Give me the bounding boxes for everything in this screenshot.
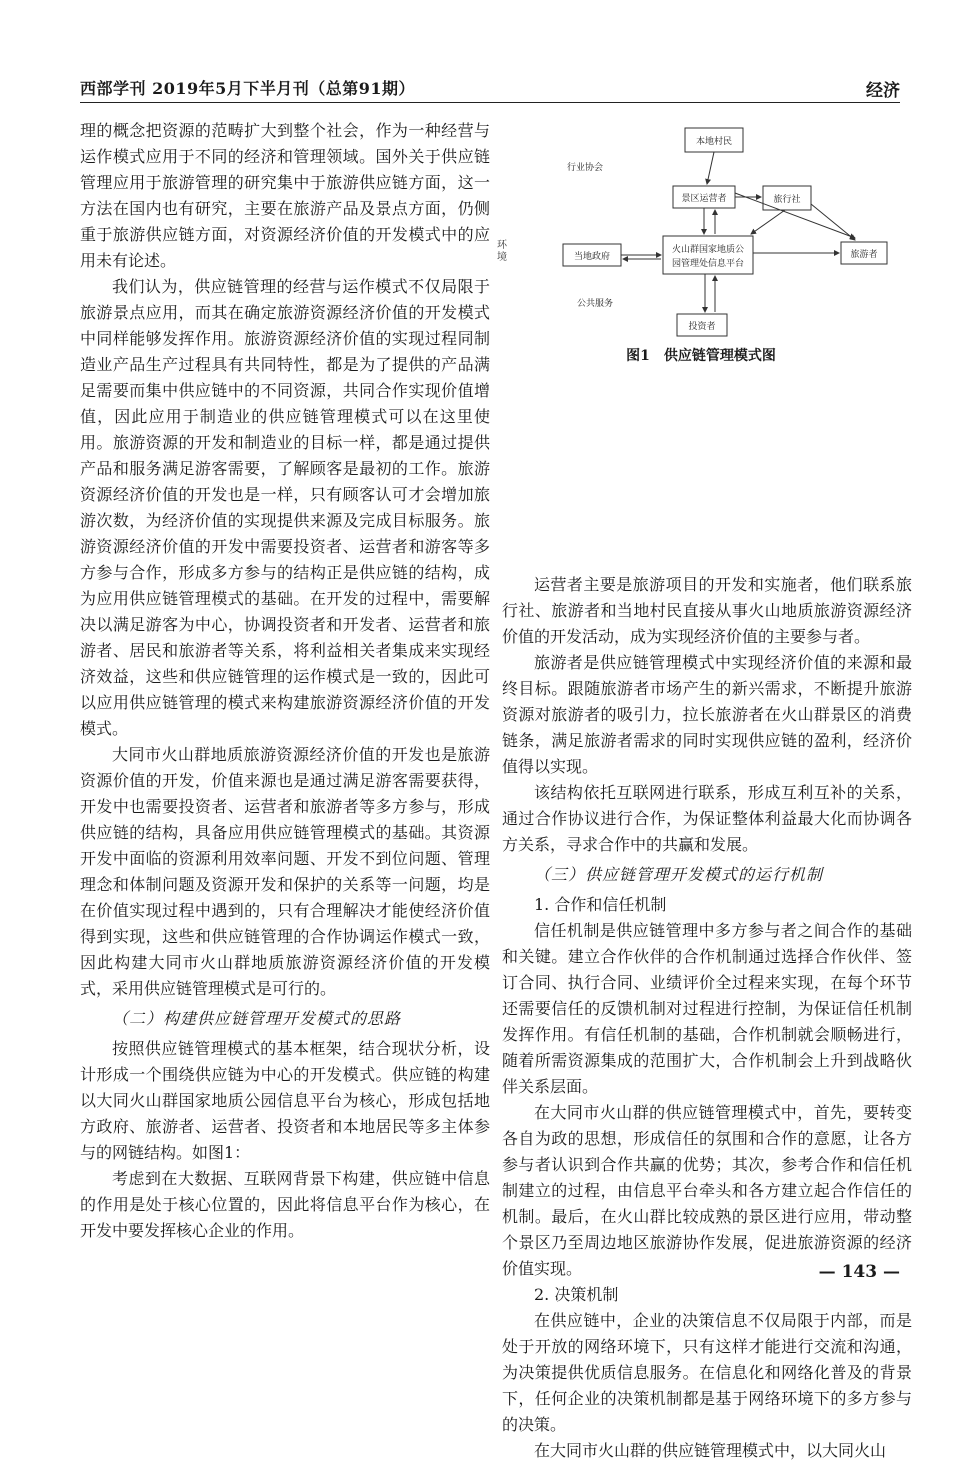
page-header [80,74,900,102]
subsection-heading: （三）供应链管理开发模式的运行机制 [534,865,824,884]
paragraph: 该结构依托互联网进行联系，形成互利互补的关系，通过合作协议进行合作，为保证整体利益最大化而协调各方关系，寻求合作中的共赢和发展。 [502,783,912,854]
right-column [502,572,912,1464]
paragraph: 在大同市火山群的供应链管理模式中，以大同火山 [534,1441,887,1460]
industry-association-label: 行业协会 [566,163,604,173]
section-heading: 1. 合作和信任机制 [534,895,667,914]
paragraph: 运营者主要是旅游项目的开发和实施者，他们联系旅行社、旅游者和当地村民直接从事火山地质旅游资源经济价值的开发活动，成为实现经济价值的主要参与者。 [502,575,912,646]
government-label: 当地政府 [573,252,611,262]
subsection-heading: （二）构建供应链管理开发模式的思路 [112,1009,402,1028]
platform-label-2: 园管理处信息平台 [671,259,745,269]
operator-label: 景区运营者 [681,194,727,204]
paragraph: 大同市火山群地质旅游资源经济价值的开发也是旅游资源价值的开发，价值来源也是通过满足游客需要获得，开发中也需要投资者、运营者和旅游者等多方参与，形成供应链的结构，具备应用供应链管理模式的基础。其资源开发中面临的资源利用效率问题、开发不到位问题、管理理念和体制问题及资源开发和保护的关系等一问题，均是在价值实现过程中遇到的，只有合理解决才能使经济价值得到实现，这些和供应链管理的合作协调运作模式一致，因此构建大同市火山群地质旅游资源经济价值的开发模式，采用供应链管理模式是可行的。 [80,745,490,998]
tourist-label: 旅游者 [850,250,878,260]
paragraph: 理的概念把资源的范畴扩大到整个社会，作为一种经营与运作模式应用于不同的经济和管理领域。国外关于供应链管理应用于旅游管理的研究集中于旅游供应链方面，这一方法在国内也有研究，主要在旅游产品及景点方面，仍侧重于旅游供应链方面，对资源经济价值的开发模式中的应用未有论述。 [80,121,490,270]
paragraph: 旅游者是供应链管理模式中实现经济价值的来源和最终目标。跟随旅游者市场产生的新兴需求，不断提升旅游资源对旅游者的吸引力，拉长旅游者在火山群景区的消费链条，满足旅游者需求的同时实现供应链的盈利，经济价值得以实现。 [502,653,912,776]
header-rule [80,102,900,103]
paragraph: 在大同市火山群的供应链管理模式中，首先，要转变各自为政的思想，形成信任的氛围和合作的意愿，让各方参与者认识到合作共赢的优势；其次，参考合作和信任机制建立的过程，由信息平台牵头和各方建立起合作信任的机制。最后，在火山群比较成熟的景区进行应用，带动整个景区乃至周边地区旅游协作发展，促进旅游资源的经济价值实现。 [502,1103,912,1278]
paragraph: 考虑到在大数据、互联网背景下构建，供应链中信息的作用是处于核心位置的，因此将信息平台作为核心，在开发中要发挥核心企业的作用。 [80,1169,490,1240]
villagers-label: 本地村民 [695,137,733,147]
left-column [80,118,490,1244]
figure-caption: 图1 供应链管理模式图 [626,348,776,364]
environment-label: 环境 [497,240,507,263]
page-number: — 143 — [818,1262,900,1282]
platform-label-1: 火山群国家地质公 [671,245,745,255]
public-service-label: 公共服务 [576,299,614,309]
journal-title: 西部学刊 2019年5月下半月刊（总第91期） [80,79,416,98]
figure-diagram [555,118,900,340]
paragraph: 按照供应链管理模式的基本框架，结合现状分析，设计形成一个围绕供应链为中心的开发模式。供应链的构建以大同火山群国家地质公园信息平台为核心，形成包括地方政府、旅游者、运营者、投资者和本地居民等多主体参与的网链结构。如图1： [80,1039,490,1162]
section-label: 经济 [866,81,900,101]
supply-chain-figure [497,118,900,340]
paragraph: 我们认为，供应链管理的经营与运作模式不仅局限于旅游景点应用，而其在确定旅游资源经济价值的开发模式中同样能够发挥作用。旅游资源经济价值的实现过程同制造业产品生产过程具有共同特性，都是为了提供的产品满足需要而集中供应链中的不同资源，共同合作实现价值增值，因此应用于制造业的供应链管理模式可以在这里使用。旅游资源的开发和制造业的目标一样，都是通过提供产品和服务满足游客需要，了解顾客是最初的工作。旅游资源经济价值的开发也是一样，只有顾客认可才会增加旅游次数，为经济价值的实现提供来源及完成目标服务。旅游资源经济价值的开发中需要投资者、运营者和游客等多方参与合作，形成多方参与的结构正是供应链的结构，成为应用供应链管理模式的基础。在开发的过程中，需要解决以满足游客为中心，协调投资者和开发者、运营者和旅游者、居民和旅游者等关系，将利益相关者集成来实现经济效益，这些和供应链管理的运作模式是一致的，因此可以应用供应链管理的模式来构建旅游资源经济价值的开发模式。 [80,277,490,738]
section-heading: 2. 决策机制 [534,1285,619,1304]
paragraph: 信任机制是供应链管理中多方参与者之间合作的基础和关键。建立合作伙伴的合作机制通过选择合作伙伴、签订合同、执行合同、业绩评价全过程来实现，在每个环节还需要信任的反馈机制对过程进行控制，为保证信任机制发挥作用。有信任机制的基础，合作机制就会顺畅进行，随着所需资源集成的范围扩大，合作机制会上升到战略伙伴关系层面。 [502,921,912,1096]
paragraph: 在供应链中，企业的决策信息不仅局限于内部，而是处于开放的网络环境下，只有这样才能进行交流和沟通，为决策提供优质信息服务。在信息化和网络化普及的背景下，任何企业的决策机制都是基于网络环境下的多方参与的决策。 [502,1311,912,1434]
investor-label: 投资者 [688,322,716,332]
travel-agency-label: 旅行社 [773,195,801,205]
